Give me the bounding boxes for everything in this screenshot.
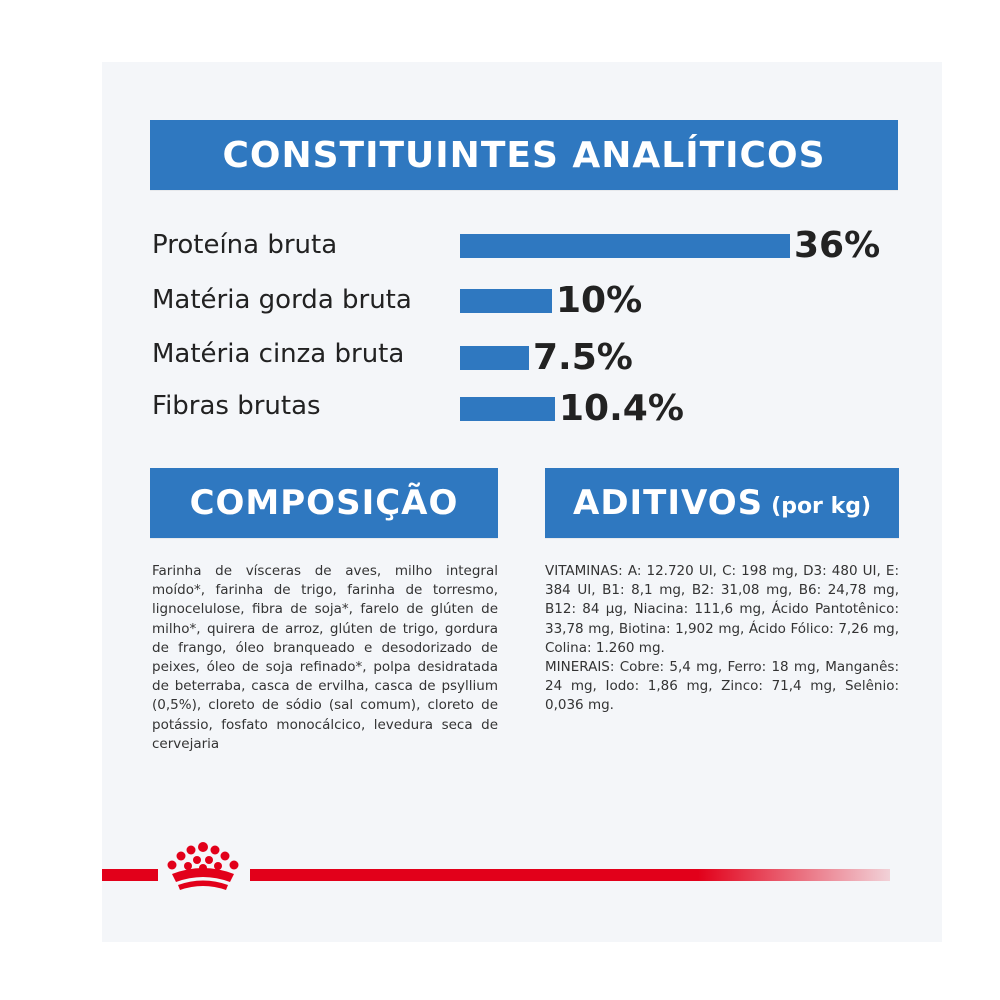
value-fiber: 10.4% — [559, 388, 684, 429]
composition-text: Farinha de vísceras de aves, milho integral moído*, farinha de trigo, farinha de torresmo, lignocelulose, fibra de soja*, farelo de glúten de milho*, quirera de arroz, glúten de trigo, gordura de frango, óleo branqueado e desodorizado de peixes, óleo de soja refinado*, polpa desidratada de beterraba, casca de ervilha, casca de psyllium (0,5%), cloreto de sódio (sal comum), cloreto de potássio, fosfato monocálcico, levedura seca de cervejaria — [152, 563, 498, 752]
composition-header — [150, 468, 498, 538]
minerals-text: MINERAIS: Cobre: 5,4 mg, Ferro: 18 mg, Manganês: 24 mg, Iodo: 1,86 mg, Zinco: 71,4 mg, Selênio: 0,036 mg. — [545, 659, 899, 714]
additives-text — [545, 562, 899, 716]
composition-title: COMPOSIÇÃO — [189, 483, 459, 523]
row-label-ash: Matéria cinza bruta — [152, 339, 405, 369]
vitamins-text: VITAMINAS: A: 12.720 UI, C: 198 mg, D3: 480 UI, E: 384 UI, B1: 8,1 mg, B2: 31,08 mg, B6: 24,78 mg, B12: 84 μg, Niacina: 111,6 mg, Ácido Pantotênico: 33,78 mg, Biotina: 1,902 mg, Ácido Fólico: 7,26 mg, Colina: 1.260 mg. — [545, 563, 899, 656]
bar-protein — [460, 234, 790, 258]
row-label-fiber: Fibras brutas — [152, 391, 321, 421]
value-ash: 7.5% — [533, 337, 633, 378]
bar-ash — [460, 346, 529, 370]
crown-icon — [160, 838, 246, 898]
row-label-protein: Proteína bruta — [152, 230, 338, 260]
value-protein: 36% — [794, 225, 881, 266]
analytic-constituents-header — [150, 120, 898, 190]
analytic-constituents-title: CONSTITUINTES ANALÍTICOS — [222, 134, 826, 176]
footer-red-line-left — [102, 869, 158, 881]
value-fat: 10% — [556, 280, 643, 321]
additives-title: ADITIVOS — [573, 483, 764, 523]
additives-header — [545, 468, 899, 538]
row-label-fat: Matéria gorda bruta — [152, 285, 412, 315]
footer-red-line-right — [250, 869, 890, 881]
bar-fat — [460, 289, 552, 313]
additives-title-unit: (por kg) — [771, 493, 871, 519]
bar-fiber — [460, 397, 555, 421]
